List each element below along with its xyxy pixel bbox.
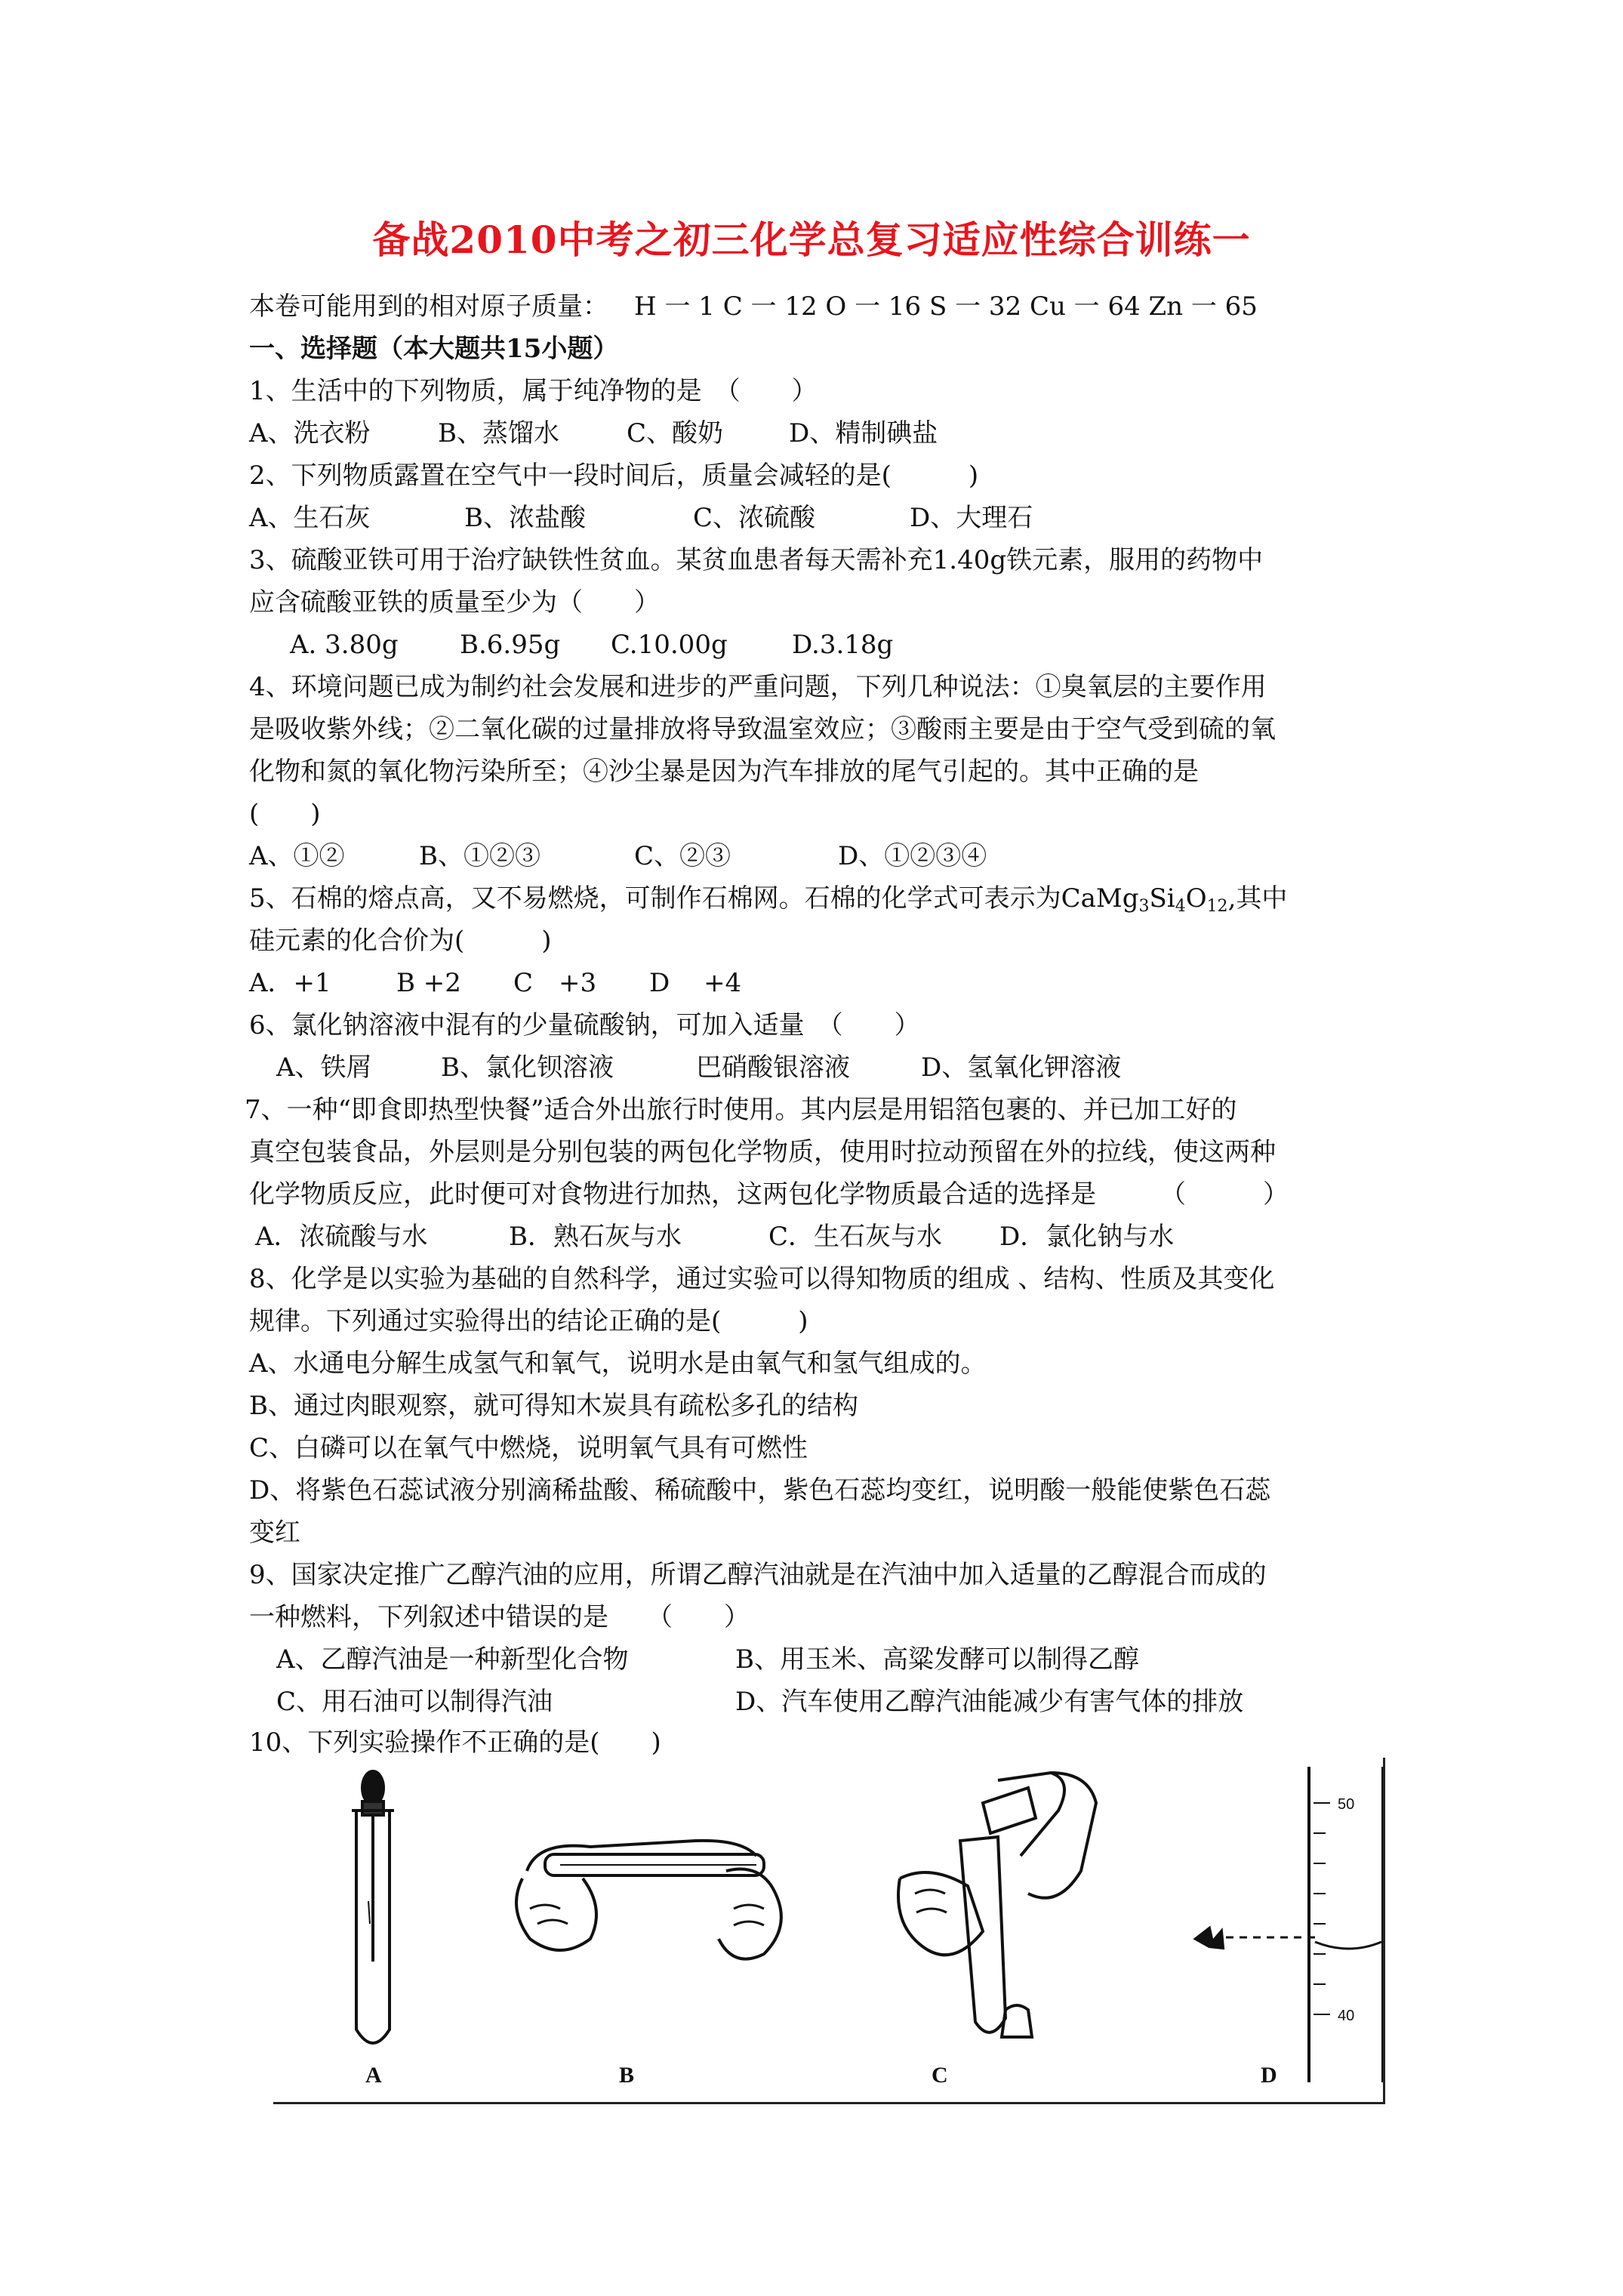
q5-option-b: B +2 <box>396 968 461 998</box>
question-4-stem-2: 是吸收紫外线；②二氧化碳的过量排放将导致温室效应；③酸雨主要是由于空气受到硫的氧 <box>249 714 1276 744</box>
q9-option-d: D、汽车使用乙醇汽油能减少有害气体的排放 <box>735 1687 1244 1717</box>
q5-stem-text: 5、石棉的熔点高，又不易燃烧，可制作石棉网。石棉的化学式可表示为 <box>249 883 1061 914</box>
q9-option-b: B、用玉米、高粱发酵可以制得乙醇 <box>735 1644 1139 1675</box>
q3-option-b: B.6.95g <box>460 630 561 660</box>
q3-option-a: A. 3.80g <box>290 630 399 660</box>
q5-stem-tail: ,其中 <box>1227 883 1288 914</box>
section-heading: 一、选择题（本大题共15小题） <box>249 334 619 364</box>
q3-option-d: D.3.18g <box>792 630 894 660</box>
q6-option-d: D、氢氧化钾溶液 <box>921 1052 1122 1083</box>
question-4-stem-1: 4、环境问题已成为制约社会发展和进步的严重问题，下列几种说法：①臭氧层的主要作用 <box>249 672 1267 702</box>
question-7-stem-1: 7、一种“即食即热型快餐”适合外出旅行时使用。其内层是用铝箔包裹的、并已加工好的 <box>245 1095 1237 1125</box>
question-8-stem-2: 规律。下列通过实验得出的结论正确的是( ) <box>249 1306 808 1336</box>
question-8-stem-1: 8、化学是以实验为基础的自然科学，通过实验可以得知物质的组成 、结构、性质及其变化 <box>249 1264 1275 1294</box>
question-4-stem-4: ( ) <box>249 799 321 829</box>
pouring-liquid-illustration <box>898 1773 1096 2037</box>
atomic-mass-label: 本卷可能用到的相对原子质量： <box>249 291 608 322</box>
formula-ca-mg: CaMg <box>1061 883 1139 914</box>
cylinder-mark-40: 40 <box>1338 2008 1355 2024</box>
q9-option-a: A、乙醇汽油是一种新型化合物 <box>276 1644 629 1675</box>
q9-option-c: C、用石油可以制得汽油 <box>276 1687 553 1717</box>
formula-sub-3: 12 <box>1206 897 1228 916</box>
q6-option-b: B、氯化钡溶液 <box>441 1052 614 1083</box>
experiment-illustrations <box>273 1758 1383 2102</box>
cylinder-reading-illustration <box>1196 1767 1383 2082</box>
q8-option-b: B、通过肉眼观察，就可得知木炭具有疏松多孔的结构 <box>249 1391 858 1421</box>
question-3-stem-2: 应含硫酸亚铁的质量至少为（ ） <box>249 587 660 618</box>
q2-option-c: C、浓硫酸 <box>693 503 816 533</box>
q2-option-d: D、大理石 <box>910 503 1033 533</box>
q1-option-c: C、酸奶 <box>627 418 724 448</box>
question-5-stem-2: 硅元素的化合价为( ) <box>249 926 552 956</box>
q8-option-c: C、白磷可以在氧气中燃烧，说明氧气具有可燃性 <box>249 1433 808 1463</box>
page-title: 备战2010中考之初三化学总复习适应性综合训练一 <box>372 217 1251 262</box>
q7-option-c: C．生石灰与水 <box>768 1222 943 1252</box>
formula-o: O <box>1185 883 1207 914</box>
q7-option-d: D．氯化钠与水 <box>999 1222 1175 1252</box>
q4-option-b: B、①②③ <box>419 841 540 871</box>
q6-option-c: 巴硝酸银溶液 <box>696 1052 850 1083</box>
formula-sub-2: 4 <box>1175 897 1186 916</box>
figure-label-a: A <box>365 2063 382 2088</box>
q8-option-a: A、水通电分解生成氢气和氧气，说明水是由氧气和氢气组成的。 <box>249 1348 987 1379</box>
q7-option-b: B．熟石灰与水 <box>509 1222 682 1252</box>
q8-option-d-line-1: D、将紫色石蕊试液分别滴稀盐酸、稀硫酸中，紫色石蕊均变红，说明酸一般能使紫色石蕊 <box>249 1475 1271 1505</box>
q4-option-c: C、②③ <box>634 841 731 871</box>
q5-option-d: D +4 <box>649 968 742 998</box>
q2-option-b: B、浓盐酸 <box>464 503 586 533</box>
question-2-stem: 2、下列物质露置在空气中一段时间后，质量会减轻的是( ) <box>249 461 979 491</box>
question-10-stem: 10、下列实验操作不正确的是( ) <box>249 1727 661 1758</box>
question-3-stem-1: 3、硫酸亚铁可用于治疗缺铁性贫血。某贫血患者每天需补充1.40g铁元素，服用的药物中 <box>249 545 1264 575</box>
question-1-stem: 1、生活中的下列物质，属于纯净物的是 （ ） <box>249 376 818 406</box>
q8-option-d-line-2: 变红 <box>249 1518 300 1548</box>
figure-label-b: B <box>619 2063 635 2088</box>
q5-option-a: A．+1 <box>249 968 331 998</box>
q1-option-a: A、洗衣粉 <box>249 418 371 448</box>
cylinder-mark-50: 50 <box>1338 1796 1355 1813</box>
question-4-stem-3: 化物和氮的氧化物污染所至；④沙尘暴是因为汽车排放的尾气引起的。其中正确的是 <box>249 757 1199 787</box>
formula-sub-1: 3 <box>1138 897 1150 916</box>
figure-label-d: D <box>1261 2063 1277 2088</box>
question-9-stem-1: 9、国家决定推广乙醇汽油的应用，所谓乙醇汽油就是在汽油中加入适量的乙醇混合而成的 <box>249 1560 1267 1590</box>
atomic-mass-line <box>249 290 1258 323</box>
q5-option-c: C +3 <box>513 968 597 998</box>
q4-option-a: A、①② <box>249 841 345 871</box>
question-7-stem-3: 化学物质反应，此时便可对食物进行加热，这两包化学物质最合适的选择是 （ ） <box>249 1179 1289 1210</box>
q1-option-d: D、精制碘盐 <box>789 418 938 448</box>
hands-holding-tube-illustration <box>516 1841 781 1959</box>
q4-option-d: D、①②③④ <box>838 841 987 871</box>
q5-formula <box>1061 883 1228 914</box>
question-7-stem-2: 真空包装食品，外层则是分别包装的两包化学物质，使用时拉动预留在外的拉线，使这两种 <box>249 1137 1276 1167</box>
figure-label-c: C <box>932 2063 948 2088</box>
question-5-stem-1 <box>249 882 1287 915</box>
question-6-stem: 6、氯化钠溶液中混有的少量硫酸钠，可加入适量 （ ） <box>249 1010 920 1040</box>
q2-option-a: A、生石灰 <box>249 503 371 533</box>
experiment-figure <box>273 1758 1385 2104</box>
atomic-mass-values: H 一 1 C 一 12 O 一 16 S 一 32 Cu 一 64 Zn 一 65 <box>634 291 1258 322</box>
question-9-stem-2: 一种燃料，下列叙述中错误的是 （ ） <box>249 1602 750 1632</box>
dropper-test-tube-illustration <box>352 1771 394 2043</box>
q6-option-a: A、铁屑 <box>276 1052 372 1083</box>
formula-si: Si <box>1149 883 1175 914</box>
q3-option-c: C.10.00g <box>611 630 728 660</box>
q1-option-b: B、蒸馏水 <box>438 418 559 448</box>
q7-option-a: A．浓硫酸与水 <box>255 1222 428 1252</box>
